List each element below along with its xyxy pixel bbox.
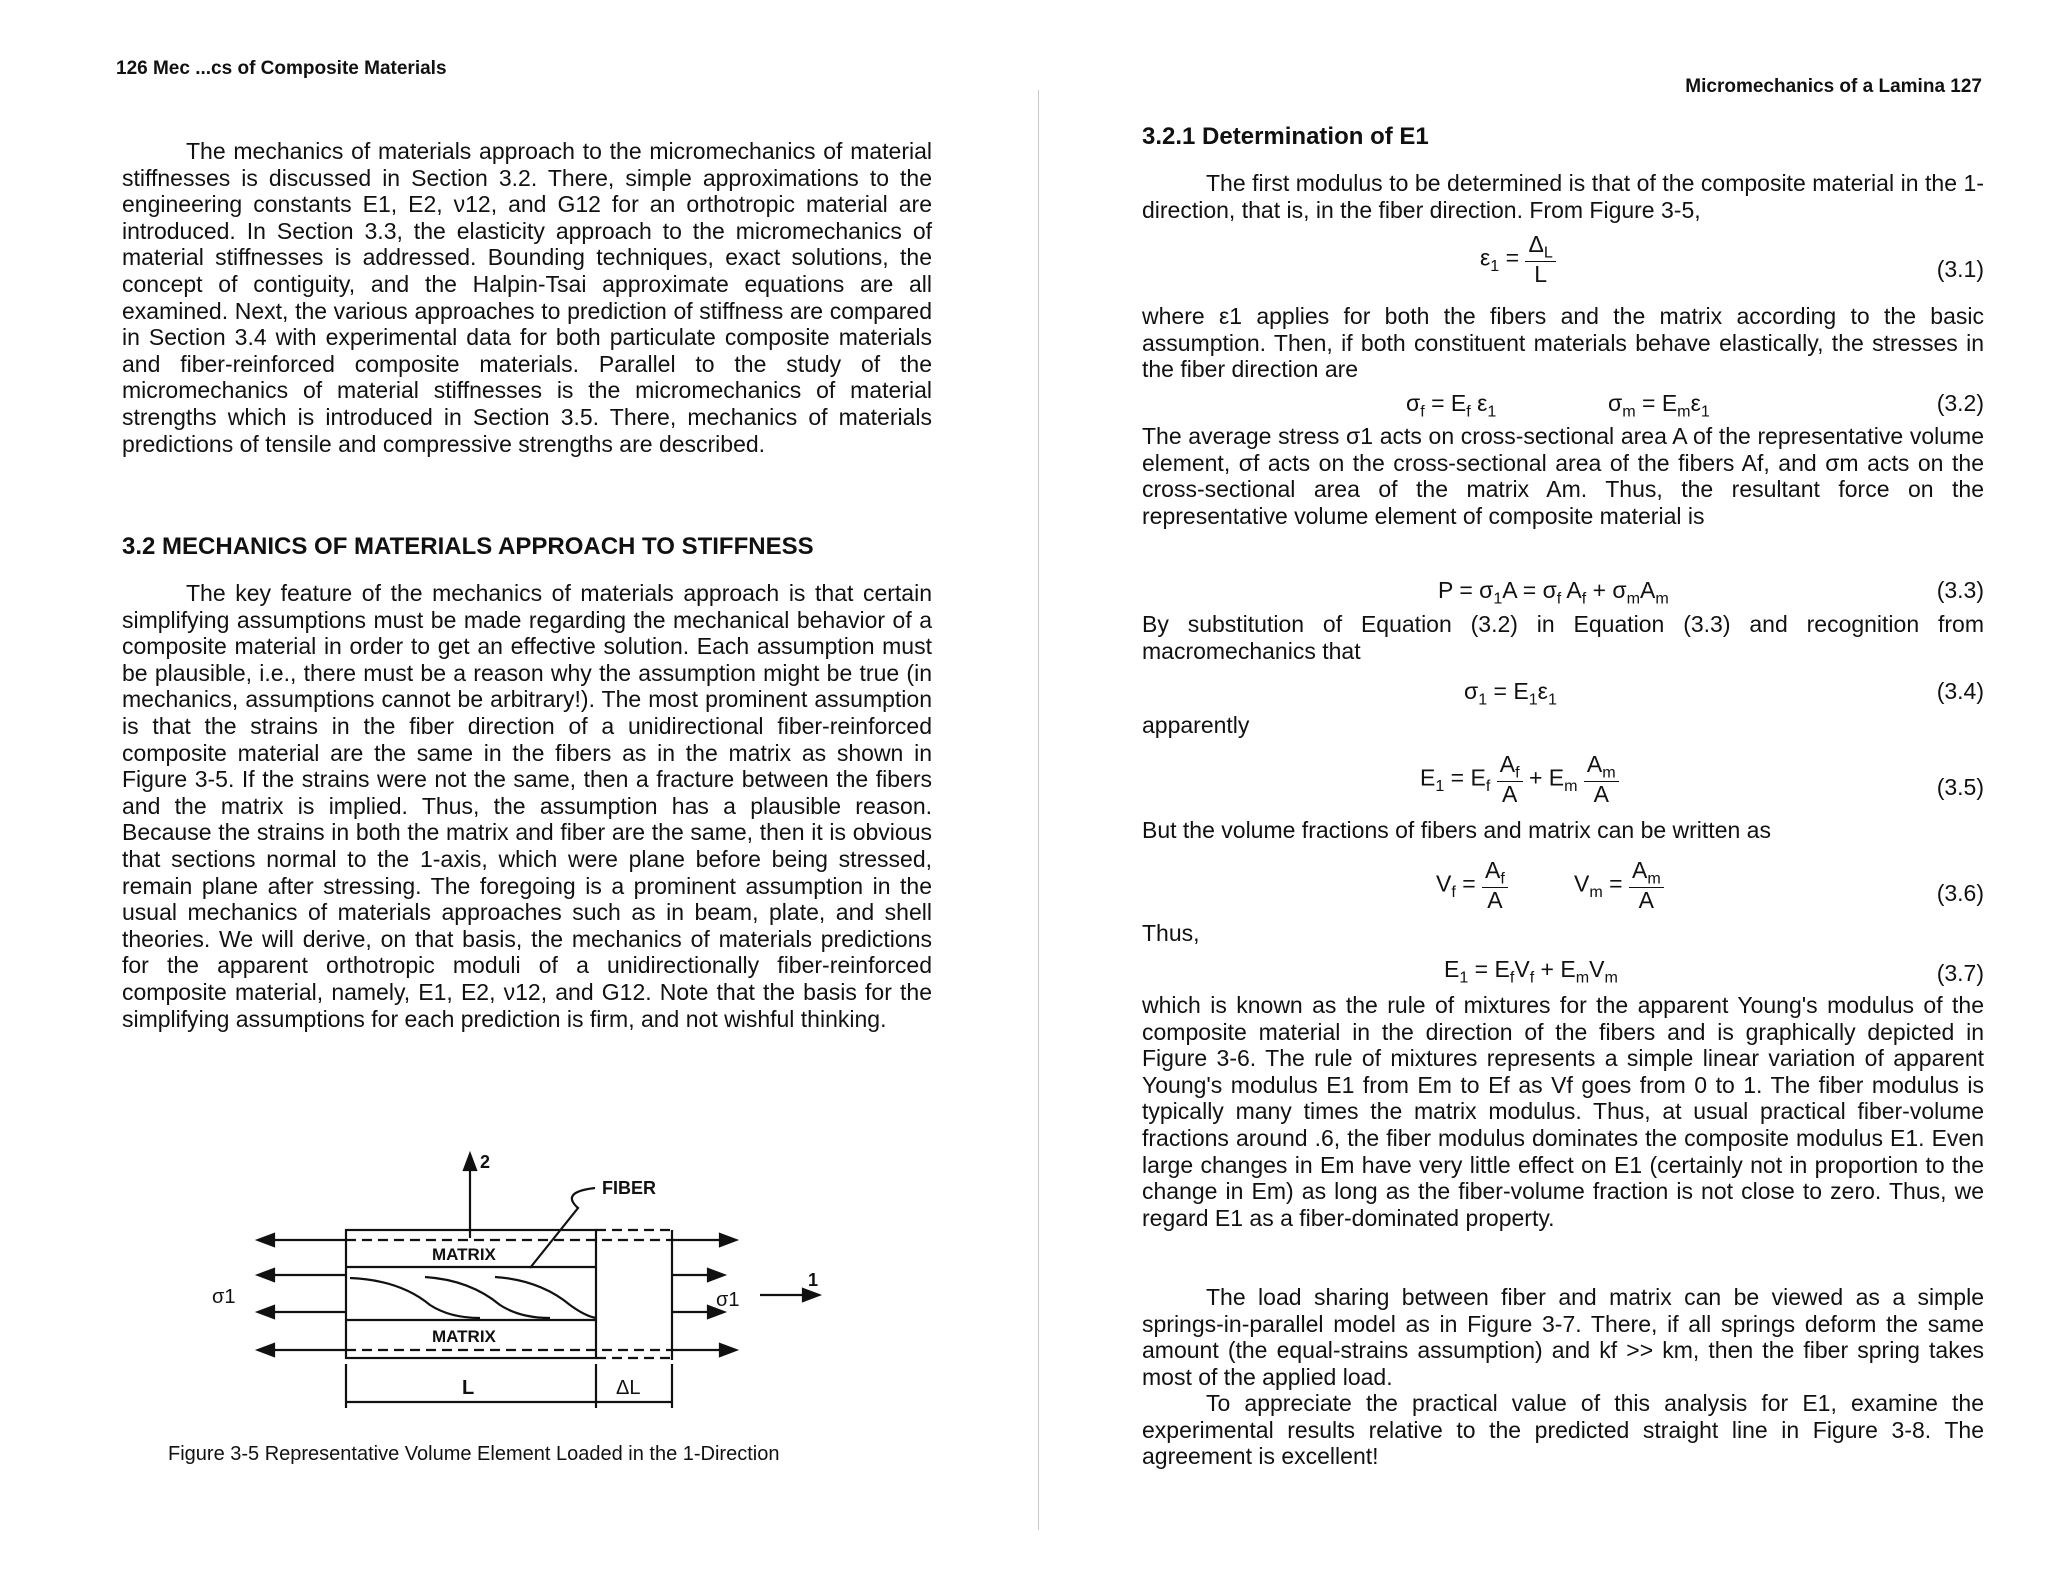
figure-3-5-diagram [200,1140,840,1420]
paragraph-4: By substitution of Equation (3.2) in Equation (3.3) and recognition from macromechanics that [1142,611,1984,664]
sigma-left-label: σ1 [212,1286,236,1308]
eq-number-3-3: (3.3) [1936,577,1984,603]
equation-3-6: $V_f$ = $\frac{A_f}{A}$ [1436,858,1508,913]
eq-number-3-5: (3.5) [1936,774,1984,800]
equation-3-7: $E_1 = E_fV_f + E_mV_m$ [1444,956,1618,987]
subsection-heading: 3.2.1 Determination of E1 [1142,123,1429,150]
eq-number-3-7: (3.7) [1936,960,1984,986]
axis-1-label: 1 [808,1270,819,1290]
eq-number-3-1: (3.1) [1936,256,1984,282]
delta-label: ΔL [616,1377,641,1399]
paragraph-6: But the volume fractions of fibers and matrix can be written as [1142,817,1771,843]
left-page [0,0,1020,1582]
paragraph-8: which is known as the rule of mixtures for the apparent Young's modulus of the composite material in the direction of the fibers and is graphically depicted in Figure 3-6. The rule of mixtures represents a simple linear variation of apparent Young's modulus E1 from Em to Ef as Vf goes from 0 to 1. The fiber modulus is typically many times the matrix modulus. Thus, at usual practical fiber-volume fractions around .6, the fiber modulus dominates the composite modulus E1. Even large changes in Em have very little effect on E1 (certainly not in proportion to the change in Em) as long as the fiber-volume fraction is not close to zero. Thus, we regard E1 as a fiber-dominated property. [1142,992,1984,1231]
paragraph-7: Thus, [1142,920,1200,946]
mechanics-paragraph: The key feature of the mechanics of materials approach is that certain simplifying assumptions must be made regarding the mechanical behavior of a composite material in order to get an effective solution. Each assumption must be plausible, i.e., there must be a reason why the assumption might be true (in mechanics, assumptions cannot be arbitrary!). The most prominent assumption is that the strains in the fiber direction of a unidirectional fiber-reinforced composite material are the same in the fibers as in the matrix as shown in Figure 3-5. If the strains were not the same, then a fracture between the fibers and the matrix is implied. Thus, the assumption has a plausible reason. Because the strains in both the matrix and fiber are the same, then it is obvious that sections normal to the 1-axis, which were plane before being stressed, remain plane after stressing. The foregoing is a prominent assumption in the usual mechanics of materials approaches such as in beam, plate, and shell theories. We will derive, on that basis, the mechanics of materials predictions for the apparent orthotropic moduli of a unidirectionally fiber-reinforced composite material, namely, E1, E2, ν12, and G12. Note that the basis for the simplifying assumptions for each prediction is firm, and not wishful thinking. [122,580,932,1032]
equation-3-6b: $V_m$ = $\frac{A_m}{A}$ [1574,858,1664,913]
page-gutter [1038,90,1039,1530]
equation-3-5: $E_1 = E_f$ $\frac{A_f}{A}$ + $E_m$ $\frac{A_m}{A}$ [1420,752,1619,807]
right-page [1040,0,2048,1582]
eq-number-3-6: (3.6) [1936,880,1984,906]
figure-caption: Figure 3-5 Representative Volume Element Loaded in the 1-Direction [168,1443,780,1465]
paragraph-9: The load sharing between fiber and matrix can be viewed as a simple springs-in-parallel model as in Figure 3-7. There, if all springs deform the same amount (the equal-strains assumption) and kf >> km, then the fiber spring takes most of the applied load. [1142,1284,1984,1390]
equation-3-1: $\varepsilon_1$ = $\frac{\Delta_L}{L}$ [1480,232,1556,287]
paragraph-10: To appreciate the practical value of this analysis for E1, examine the experimental results relative to the predicted straight line in Figure 3-8. The agreement is excellent! [1142,1390,1984,1470]
equation-3-2b: $\sigma_m = E_m\varepsilon_1$ [1608,390,1710,421]
fiber-label: FIBER [602,1178,656,1198]
section-heading: 3.2 MECHANICS OF MATERIALS APPROACH TO STIFFNESS [122,533,814,560]
equation-3-3: $P = \sigma_1A = \sigma_f$ $A_f + \sigma_mA_m$ [1438,577,1669,608]
intro-paragraph: The mechanics of materials approach to the micromechanics of material stiffnesses is discussed in Section 3.2. There, simple approximations to the engineering constants E1, E2, ν12, and G12 for an orthotropic material are introduced. In Section 3.3, the elasticity approach to the micromechanics of material stiffnesses is addressed. Bounding techniques, exact solutions, the concept of contiguity, and the Halpin-Tsai approximate equations are all examined. Next, the various approaches to prediction of stiffness are compared in Section 3.4 with experimental data for both particulate composite materials and fiber-reinforced composite materials. Parallel to the study of the micromechanics of material stiffnesses is the micromechanics of material strengths which is introduced in Section 3.5. There, mechanics of materials predictions of tensile and compressive strengths are described. [122,138,932,457]
equation-3-4: $\sigma_1 = E_1\varepsilon_1$ [1464,678,1557,709]
paragraph-2: where ε1 applies for both the fibers and the matrix according to the basic assumption. Then, if both constituent materials behave elastically, the stresses in the fiber direction are [1142,303,1984,383]
left-running-header: 126 Mec ...cs of Composite Materials [116,58,447,79]
length-label: L [462,1377,475,1399]
matrix-bottom-label: MATRIX [432,1327,496,1346]
sigma-right-label: σ1 [716,1289,740,1311]
equation-3-2: $\sigma_f = E_f$ $\varepsilon_1$ [1406,390,1497,421]
paragraph-1: The first modulus to be determined is that of the composite material in the 1-direction, that is, in the fiber direction. From Figure 3-5, [1142,170,1984,223]
eq-number-3-4: (3.4) [1936,678,1984,704]
paragraph-3: The average stress σ1 acts on cross-sectional area A of the representative volume element, σf acts on the cross-sectional area of the fibers Af, and σm acts on the cross-sectional area of the matrix Am. Thus, the resultant force on the representative volume element of composite material is [1142,423,1984,529]
right-running-header: Micromechanics of a Lamina 127 [1685,76,1982,97]
axis-2-label: 2 [480,1152,491,1172]
paragraph-5: apparently [1142,712,1250,738]
matrix-top-label: MATRIX [432,1245,496,1264]
eq-number-3-2: (3.2) [1936,390,1984,416]
